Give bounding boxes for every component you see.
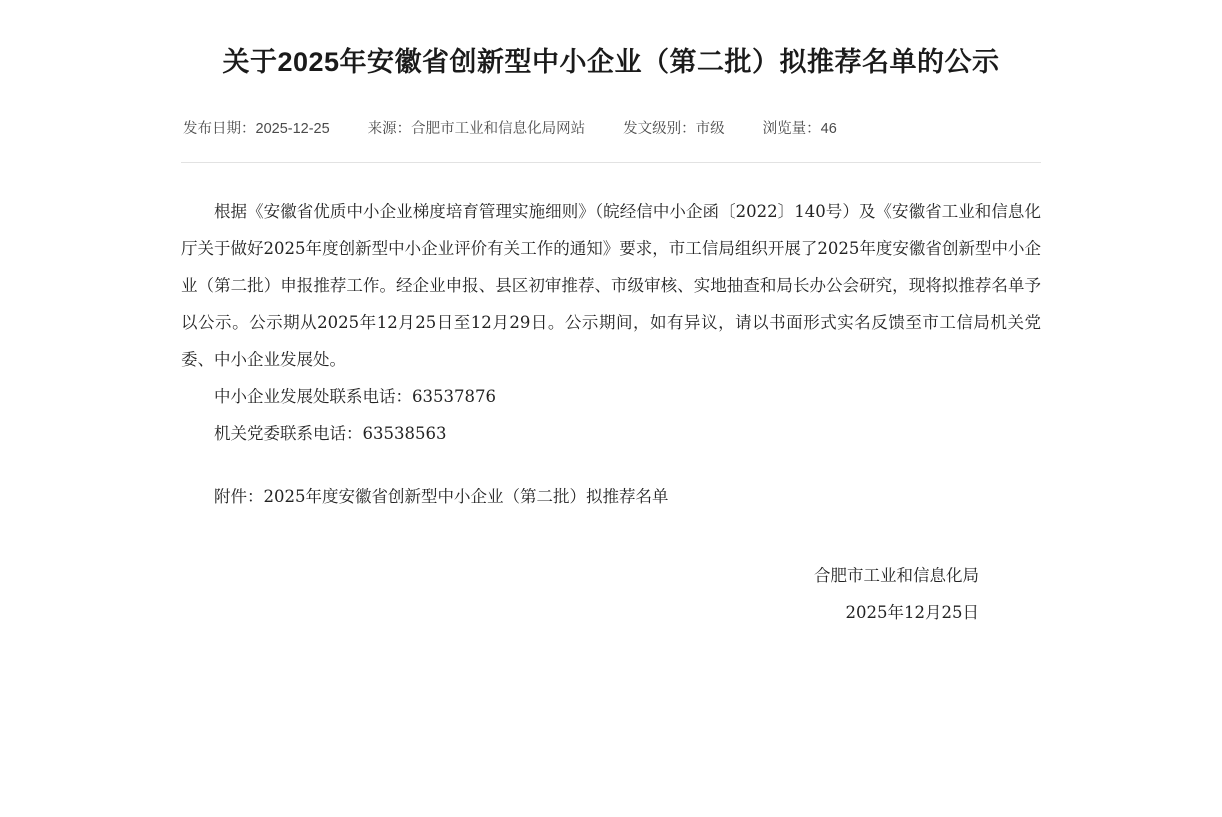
meta-level <box>623 118 725 140</box>
meta-views <box>763 118 837 140</box>
page-title: 关于2025年安徽省创新型中小企业（第二批）拟推荐名单的公示 <box>222 47 1000 77</box>
meta-publish-date <box>183 118 330 140</box>
signature-organization: 合肥市工业和信息化局 <box>814 566 979 585</box>
meta-source-value: 合肥市工业和信息化局网站 <box>411 121 586 137</box>
body-paragraph-1: 根据《安徽省优质中小企业梯度培育管理实施细则》（皖经信中小企函〔2022〕140号）及《安徽省工业和信息化厅关于做好2025年度创新型中小企业评价有关工作的通知》要求，市工信局组织开展了2025年度安徽省创新型中小企业（第二批）申报推荐工作。经企业申报、县区初审推荐、市级审核、实地抽查和局长办公会研究，现将拟推荐名单予以公示。公示期从2025年12月25日至12月29日。公示期间，如有异议，请以书面形式实名反馈至市工信局机关党委、中小企业发展处。 <box>181 202 1041 369</box>
meta-source-label: 来源： <box>367 121 412 137</box>
body-paragraph-2: 中小企业发展处联系电话：63537876 <box>214 387 496 406</box>
meta-publish-date-label: 发布日期： <box>183 121 256 137</box>
article-container <box>181 0 1041 631</box>
meta-views-value: 46 <box>820 121 837 137</box>
article-meta-bar <box>181 118 1041 140</box>
article-body <box>181 193 1041 515</box>
meta-level-label: 发文级别： <box>623 121 696 137</box>
attachment-line: 附件：2025年度安徽省创新型中小企业（第二批）拟推荐名单 <box>214 487 669 506</box>
body-spacer <box>181 452 1041 478</box>
meta-divider <box>181 162 1041 163</box>
signature-date: 2025年12月25日 <box>845 603 979 622</box>
signature-block <box>181 557 1041 631</box>
meta-publish-date-value: 2025-12-25 <box>255 121 330 137</box>
meta-views-label: 浏览量： <box>762 121 821 137</box>
meta-level-value: 市级 <box>695 121 725 137</box>
body-paragraph-3: 机关党委联系电话：63538563 <box>214 424 447 443</box>
meta-source <box>368 118 586 140</box>
